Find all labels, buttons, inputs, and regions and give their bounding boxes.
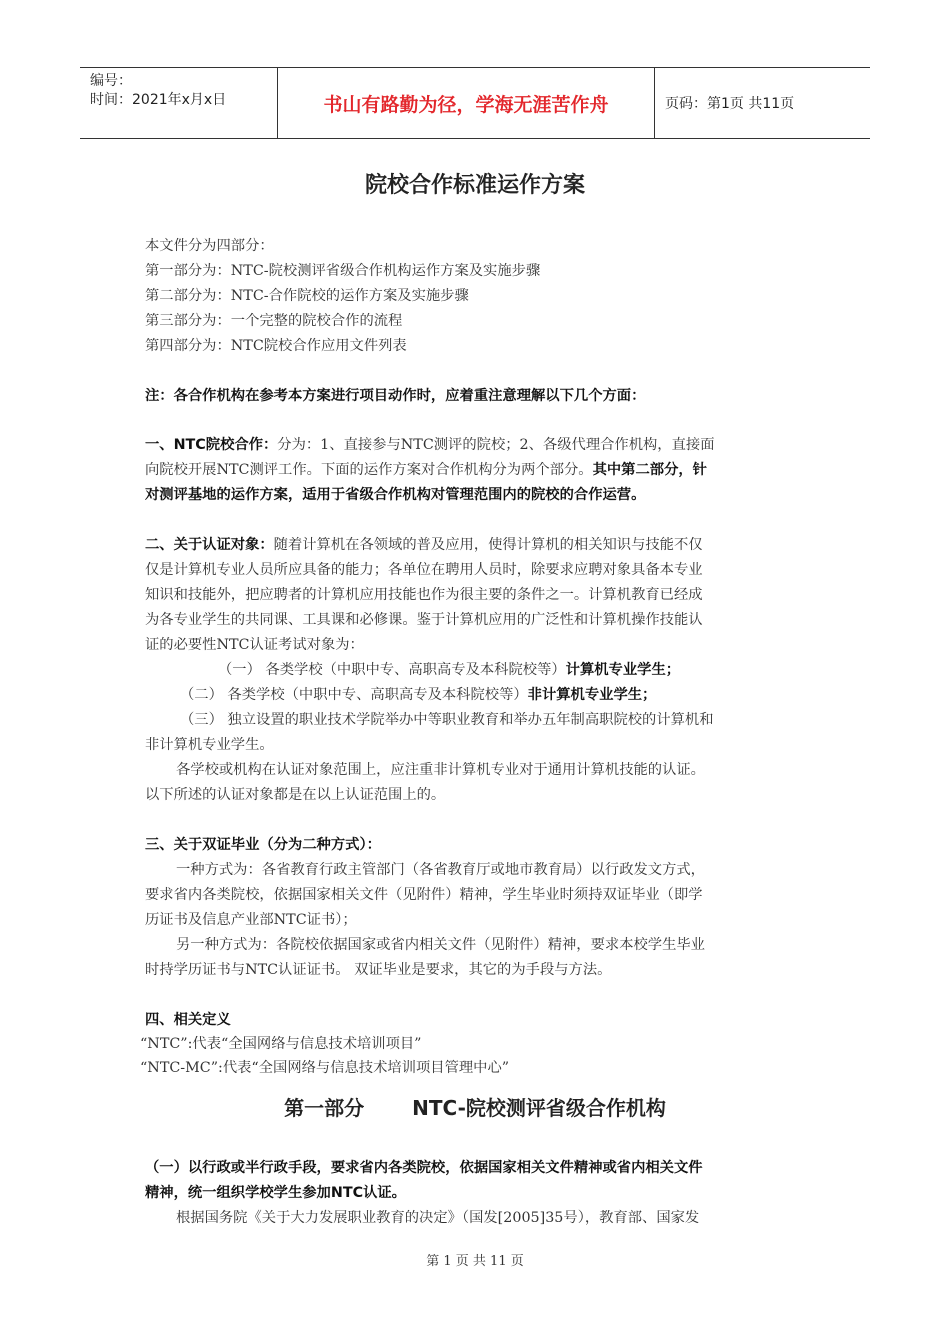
intro-line: 本文件分为四部分： bbox=[145, 238, 274, 254]
document-title: 院校合作标准运作方案 bbox=[364, 173, 585, 198]
section-2-line: 各学校或机构在认证对象范围上，应注重非计算机专业对于通用计算机技能的认证。 bbox=[176, 762, 705, 778]
header-page-info: 页码：第1页 共11页 bbox=[665, 96, 795, 112]
list-item: （一） 各类学校（中职中专、高职高专及本科院校等）计算机专业学生； bbox=[218, 662, 681, 678]
section-1-line: 对测评基地的运作方案，适用于省级合作机构对管理范围内的院校的合作运营。 bbox=[145, 487, 646, 503]
section-4-heading: 四、相关定义 bbox=[145, 1012, 231, 1028]
document-header bbox=[80, 67, 870, 139]
section-3-line: 历证书及信息产业部NTC证书）； bbox=[145, 912, 357, 928]
page-footer: 第 1 页 共 11 页 bbox=[426, 1254, 524, 1269]
part-1-line: 精神，统一组织学校学生参加NTC认证。 bbox=[145, 1185, 406, 1201]
intro-line: 第一部分为：NTC-院校测评省级合作机构运作方案及实施步骤 bbox=[145, 263, 541, 279]
section-1-line: 向院校开展NTC测评工作。下面的运作方案对合作机构分为两个部分。其中第二部分，针 bbox=[145, 462, 707, 478]
header-motto: 书山有路勤为径，学海无涯苦作舟 bbox=[278, 68, 655, 138]
section-2-line: 仅是计算机专业人员所应具备的能力；各单位在聘用人员时，除要求应聘对象具备本专业 bbox=[145, 562, 703, 578]
section-3-line: 一种方式为：各省教育行政主管部门（各省教育厅或地市教育局）以行政发文方式， bbox=[176, 862, 705, 878]
header-meta bbox=[80, 68, 278, 138]
note-line: 注：各合作机构在参考本方案进行项目动作时，应着重注意理解以下几个方面： bbox=[145, 388, 646, 404]
section-3-line: 时持学历证书与NTC认证证书。 双证毕业是要求，其它的为手段与方法。 bbox=[145, 962, 612, 978]
section-1-heading: 一、NTC院校合作： bbox=[145, 437, 278, 453]
section-2-line: 知识和技能外，把应聘者的计算机应用技能也作为很主要的条件之一。计算机教育已经成 bbox=[145, 587, 703, 603]
section-3-line: 要求省内各类院校，依据国家相关文件（见附件）精神，学生毕业时须持双证毕业（即学 bbox=[145, 887, 703, 903]
section-2-line: 证的必要性NTC认证考试对象为： bbox=[145, 637, 364, 653]
intro-line: 第二部分为：NTC-合作院校的运作方案及实施步骤 bbox=[145, 288, 469, 304]
code-label: 编号： bbox=[90, 73, 132, 89]
intro-line: 第三部分为：一个完整的院校合作的流程 bbox=[145, 313, 403, 329]
section-2-line: 二、关于认证对象：随着计算机在各领域的普及应用，使得计算机的相关知识与技能不仅 bbox=[145, 537, 703, 553]
section-3-line: 另一种方式为：各院校依据国家或省内相关文件（见附件）精神，要求本校学生毕业 bbox=[176, 937, 705, 953]
section-3-heading: 三、关于双证毕业（分为二种方式）： bbox=[145, 837, 381, 853]
definition-line: “NTC-MC”:代表“全国网络与信息技术培训项目管理中心” bbox=[140, 1060, 510, 1076]
section-2-line: 为各专业学生的共同课、工具课和必修课。鉴于计算机应用的广泛性和计算机操作技能认 bbox=[145, 612, 703, 628]
section-1-line: 一、NTC院校合作：分为：1、直接参与NTC测评的院校；2、各级代理合作机构，直接面 bbox=[145, 437, 715, 453]
part-1-line: （一）以行政或半行政手段，要求省内各类院校，依据国家相关文件精神或省内相关文件 bbox=[145, 1160, 703, 1176]
section-2-line: 非计算机专业学生。 bbox=[145, 737, 274, 753]
section-2-line: 以下所述的认证对象都是在以上认证范围上的。 bbox=[145, 787, 446, 803]
list-item: （二） 各类学校（中职中专、高职高专及本科院校等）非计算机专业学生； bbox=[180, 687, 657, 703]
time-label: 时间：2021年x月x日 bbox=[90, 92, 227, 108]
definition-line: “NTC”:代表“全国网络与信息技术培训项目” bbox=[140, 1036, 422, 1052]
intro-line: 第四部分为：NTC院校合作应用文件列表 bbox=[145, 338, 407, 354]
list-item: （三） 独立设置的职业技术学院举办中等职业教育和举办五年制高职院校的计算机和 bbox=[180, 712, 714, 728]
part-1-line: 根据国务院《关于大力发展职业教育的决定》（国发[2005]35号），教育部、国家发 bbox=[176, 1210, 700, 1226]
section-2-heading: 二、关于认证对象： bbox=[145, 537, 274, 553]
part-1-heading: 第一部分 NTC-院校测评省级合作机构 bbox=[284, 1096, 666, 1120]
